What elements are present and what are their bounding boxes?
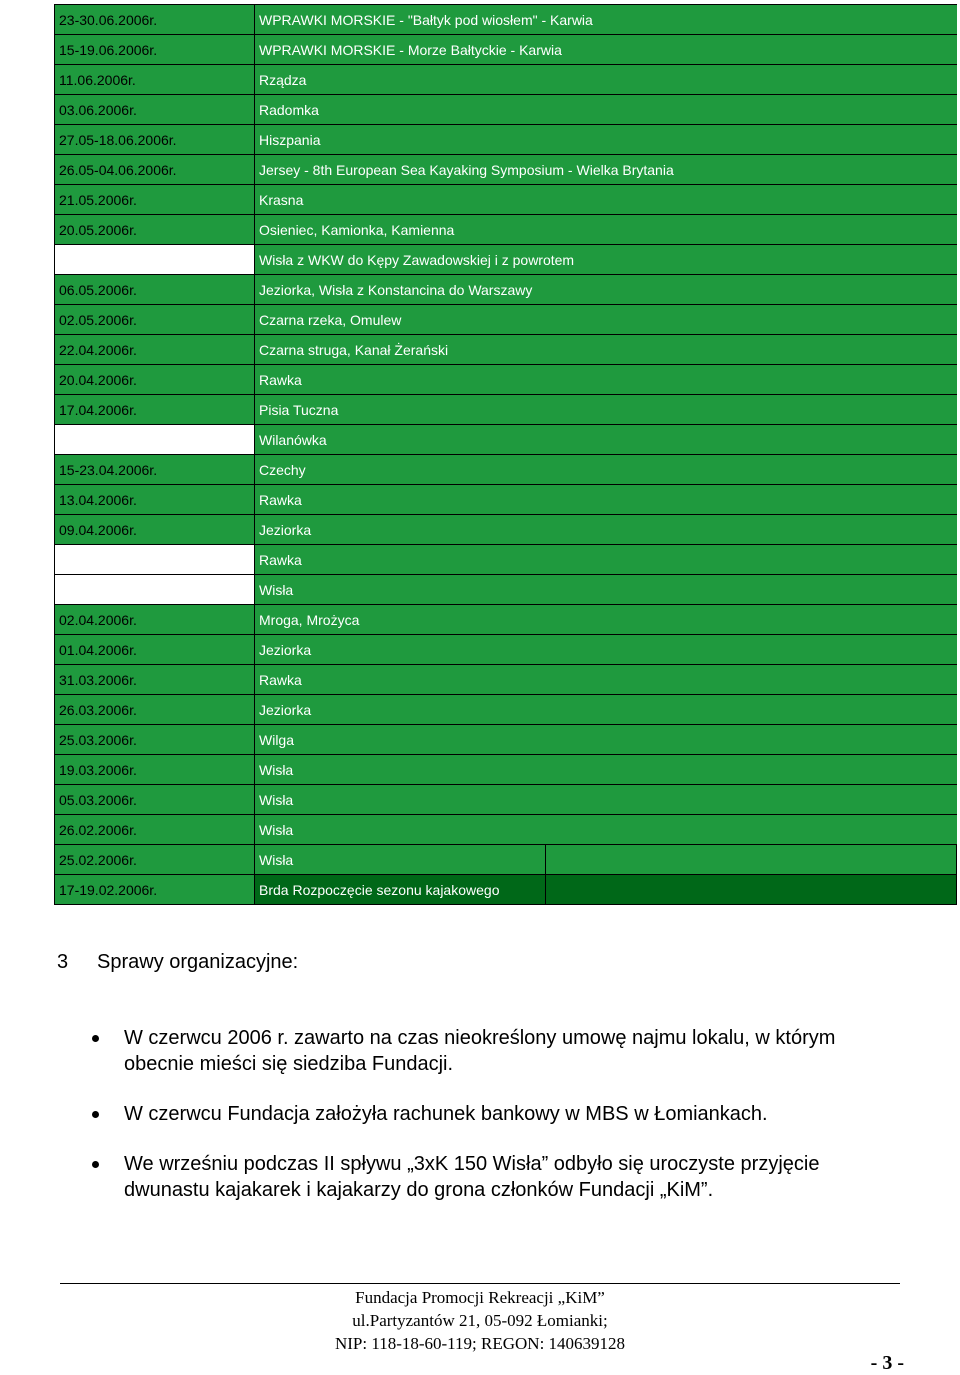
event-date: 25.02.2006r. [55, 845, 255, 875]
bullet-icon [92, 1035, 99, 1042]
table-row [55, 695, 957, 725]
table-row [55, 605, 957, 635]
event-place: Wilanówka [255, 425, 957, 455]
event-place: Jersey - 8th European Sea Kayaking Symposium - Wielka Brytania [255, 155, 957, 185]
table-row [55, 125, 957, 155]
table-row [55, 305, 957, 335]
footer-address: ul.Partyzantów 21, 05-092 Łomianki; [352, 1311, 608, 1330]
bullet-text: We wrześniu podczas II spływu „3xK 150 Wisła” odbyło się uroczyste przyjęcie dwunastu kajakarek i kajakarzy do grona członków Fundacji „KiM”. [124, 1153, 820, 1201]
event-date: 20.05.2006r. [55, 215, 255, 245]
event-date: 01.04.2006r. [55, 635, 255, 665]
event-place: Czarna struga, Kanał Żerański [255, 335, 957, 365]
event-date: 26.05-04.06.2006r. [55, 155, 255, 185]
event-date: 17.04.2006r. [55, 395, 255, 425]
event-place: Radomka [255, 95, 957, 125]
event-place: WPRAWKI MORSKIE - "Bałtyk pod wiosłem" - Karwia [255, 5, 957, 35]
table-row [55, 65, 957, 95]
table-row [55, 5, 957, 35]
table-row [55, 755, 957, 785]
footer-org: Fundacja Promocji Rekreacji „KiM” [355, 1288, 605, 1307]
table-row [55, 215, 957, 245]
table-row [55, 275, 957, 305]
event-place: Wisła [255, 785, 957, 815]
table-row [55, 545, 957, 575]
section-title: Sprawy organizacyjne: [97, 951, 299, 973]
event-place: Rządza [255, 65, 957, 95]
table-row [55, 815, 957, 845]
table-row [55, 95, 957, 125]
event-place: Rawka [255, 545, 957, 575]
event-date: 15-23.04.2006r. [55, 455, 255, 485]
event-date: 05.03.2006r. [55, 785, 255, 815]
event-place: Wisła [255, 575, 957, 605]
table-row [55, 365, 957, 395]
bullet-icon [92, 1111, 99, 1118]
footer-ids: NIP: 118-18-60-119; REGON: 140639128 [334, 1334, 626, 1353]
event-date [55, 425, 255, 455]
bullet-item [92, 1101, 892, 1127]
table-row [55, 155, 957, 185]
event-date: 25.03.2006r. [55, 725, 255, 755]
event-date: 22.04.2006r. [55, 335, 255, 365]
event-date: 21.05.2006r. [55, 185, 255, 215]
event-place: Jeziorka, Wisła z Konstancina do Warszawy [255, 275, 957, 305]
event-date: 11.06.2006r. [55, 65, 255, 95]
row-filler [546, 845, 957, 875]
section-number: 3 [57, 951, 69, 973]
event-date: 15-19.06.2006r. [55, 35, 255, 65]
section-heading [57, 951, 298, 974]
table-row [55, 425, 957, 455]
event-place: Jeziorka [255, 635, 957, 665]
event-place: Rawka [255, 485, 957, 515]
event-place: Jeziorka [255, 695, 957, 725]
page-number: - 3 - [870, 1352, 904, 1374]
table-row [55, 785, 957, 815]
event-date [55, 575, 255, 605]
table-row [55, 455, 957, 485]
bullet-text: W czerwcu 2006 r. zawarto na czas nieokreślony umowę najmu lokalu, w którym obecnie mieści się siedziba Fundacji. [124, 1027, 836, 1075]
bullet-item [92, 1151, 892, 1203]
event-date: 23-30.06.2006r. [55, 5, 255, 35]
event-place: Osieniec, Kamionka, Kamienna [255, 215, 957, 245]
event-date: 19.03.2006r. [55, 755, 255, 785]
event-place: Brda Rozpoczęcie sezonu kajakowego [255, 875, 546, 905]
bullet-icon [92, 1161, 99, 1168]
event-place: Wisła [255, 845, 546, 875]
footer-divider [60, 1283, 900, 1284]
footer [0, 1286, 960, 1355]
event-place: Rawka [255, 365, 957, 395]
event-place: Wisła z WKW do Kępy Zawadowskiej i z powrotem [255, 245, 957, 275]
event-date: 27.05-18.06.2006r. [55, 125, 255, 155]
event-place: WPRAWKI MORSKIE - Morze Bałtyckie - Karwia [255, 35, 957, 65]
event-date: 31.03.2006r. [55, 665, 255, 695]
event-date: 13.04.2006r. [55, 485, 255, 515]
event-date: 09.04.2006r. [55, 515, 255, 545]
event-date: 20.04.2006r. [55, 365, 255, 395]
table-row [55, 515, 957, 545]
event-place: Mroga, Mrożyca [255, 605, 957, 635]
table-row [55, 35, 957, 65]
bullet-list [92, 1025, 892, 1227]
event-place: Rawka [255, 665, 957, 695]
event-date [55, 545, 255, 575]
event-place: Hiszpania [255, 125, 957, 155]
event-place: Pisia Tuczna [255, 395, 957, 425]
event-date: 02.05.2006r. [55, 305, 255, 335]
table-row [55, 395, 957, 425]
event-date: 03.06.2006r. [55, 95, 255, 125]
event-place: Czarna rzeka, Omulew [255, 305, 957, 335]
table-row [55, 845, 957, 875]
event-date: 26.03.2006r. [55, 695, 255, 725]
table-row [55, 635, 957, 665]
table-row [55, 485, 957, 515]
event-date: 06.05.2006r. [55, 275, 255, 305]
bullet-item [92, 1025, 892, 1077]
event-place: Wisła [255, 815, 957, 845]
table-row [55, 665, 957, 695]
table-row [55, 575, 957, 605]
event-date [55, 245, 255, 275]
bullet-text: W czerwcu Fundacja założyła rachunek bankowy w MBS w Łomiankach. [124, 1103, 768, 1125]
table-row [55, 725, 957, 755]
row-filler [546, 875, 957, 905]
table-row [55, 185, 957, 215]
table-row [55, 335, 957, 365]
table-row [55, 245, 957, 275]
event-date: 26.02.2006r. [55, 815, 255, 845]
events-table [54, 4, 957, 905]
event-place: Krasna [255, 185, 957, 215]
event-date: 17-19.02.2006r. [55, 875, 255, 905]
event-place: Czechy [255, 455, 957, 485]
event-place: Wilga [255, 725, 957, 755]
event-place: Wisła [255, 755, 957, 785]
event-date: 02.04.2006r. [55, 605, 255, 635]
table-row [55, 875, 957, 905]
event-place: Jeziorka [255, 515, 957, 545]
